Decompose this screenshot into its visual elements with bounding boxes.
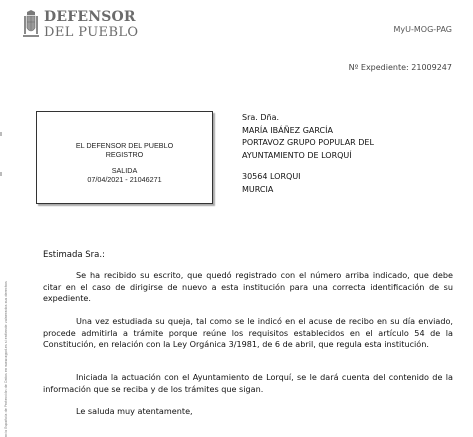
logo-subtitle: DEL PUEBLO [44,25,139,40]
registry-stamp [36,111,213,204]
reference-code: MyU-MOG-PAG [393,25,452,34]
paragraph-receipt: Se ha recibido su escrito, que quedó registrado con el número arriba indicado, que debe citar en el caso de dirigirse de nuevo a esta institución para una correcta identificación de su expediente. [43,270,453,303]
stamp-registry: REGISTRO [105,150,144,159]
institution-logo [22,10,139,40]
stamp-institution: EL DEFENSOR DEL PUEBLO [75,141,174,150]
margin-mark [0,172,2,176]
paragraph-action: Iniciada la actuación con el Ayuntamiento de Lorquí, se le dará cuenta del contenido de la información que se reciba y de los trámites que sigan. [43,372,453,394]
logo-title: DEFENSOR [44,9,136,25]
stamp-date-number: 07/04/2021 - 21046271 [87,175,162,184]
file-number: Nº Expediente: 21009247 [348,63,452,72]
recipient-address [242,112,374,196]
greeting: Estimada Sra.: [43,250,105,260]
margin-mark [0,132,2,136]
recipient-postal-code: 30564 LORQUI [242,172,301,181]
recipient-name: MARÍA IBÁÑEZ GARCÍA [242,125,333,135]
coat-of-arms-icon [22,10,40,40]
recipient-position: PORTAVOZ GRUPO POPULAR DEL [242,138,374,147]
stamp-type: SALIDA [111,166,138,175]
recipient-organization: AYUNTAMIENTO DE LORQUÍ [242,150,352,160]
recipient-province: MURCIA [242,184,274,194]
data-protection-note: ncia Española de Protección de Datos en www.agpd.es si entiende vulnerados sus derechos [4,281,8,437]
closing: Le saluda muy atentamente, [76,406,193,416]
recipient-salutation: Sra. Dña. [242,113,280,122]
paragraph-admission: Una vez estudiada su queja, tal como se le indicó en el acuse de recibo en su día enviado, procede admitirla a trámite porque reúne los requisitos establecidos en el artículo 54 de la Constitución, en relación con la Ley Orgánica 3/1981, de 6 de abril, que regula esta institución. [43,316,453,349]
